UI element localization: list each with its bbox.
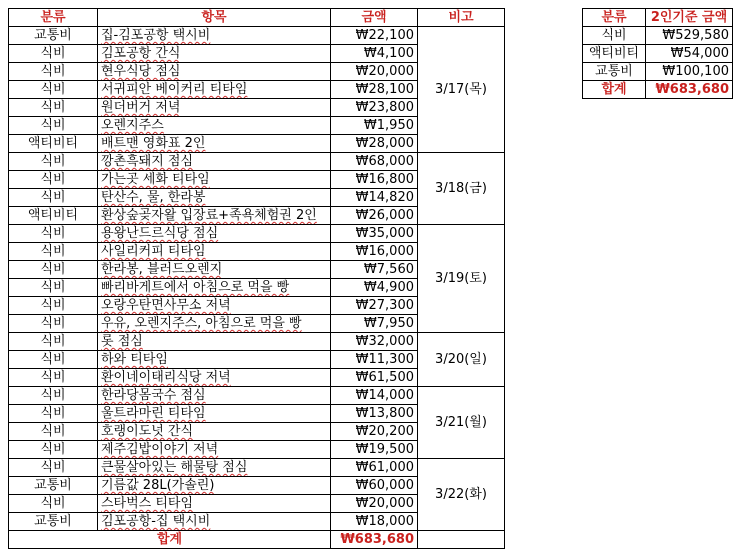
category-cell[interactable]: 식비	[9, 45, 98, 63]
item-cell[interactable]	[98, 27, 331, 45]
item-cell[interactable]	[98, 225, 331, 243]
item-text: 한라당몸국수 점심	[101, 388, 206, 403]
category-cell[interactable]: 식비	[9, 153, 98, 171]
date-note-cell[interactable]: 3/22(화)	[418, 459, 505, 531]
amount-cell[interactable]: ₩18,000	[331, 513, 418, 531]
amount-cell[interactable]: ₩16,800	[331, 171, 418, 189]
item-text: 환이네이태리식당 저녁	[101, 370, 231, 385]
item-text: 제주김밥이야기 저녁	[101, 442, 219, 457]
summary-row	[583, 45, 733, 63]
item-text: 하와 티타임	[101, 352, 168, 367]
item-cell[interactable]	[98, 99, 331, 117]
category-cell[interactable]: 액티비티	[9, 135, 98, 153]
header-category-cell[interactable]: 분류	[9, 9, 98, 27]
summary-header-category-cell[interactable]: 분류	[583, 9, 646, 27]
item-text: 원더버거 저녁	[101, 100, 181, 115]
category-cell[interactable]: 식비	[9, 261, 98, 279]
amount-cell[interactable]: ₩4,900	[331, 279, 418, 297]
item-text: 사일리커피 티타임	[101, 244, 206, 259]
date-note-cell[interactable]: 3/19(토)	[418, 225, 505, 333]
item-text: 서귀피안 베이커리 티타임	[101, 82, 248, 97]
expense-table	[8, 8, 505, 549]
summary-category-cell[interactable]: 교통비	[583, 63, 646, 81]
item-text: 오렌지주스	[101, 118, 164, 133]
amount-cell[interactable]: ₩4,100	[331, 45, 418, 63]
item-cell[interactable]	[98, 279, 331, 297]
amount-cell[interactable]: ₩20,000	[331, 495, 418, 513]
item-cell[interactable]	[98, 63, 331, 81]
table-row	[9, 225, 505, 243]
category-cell[interactable]: 식비	[9, 225, 98, 243]
item-cell[interactable]	[98, 135, 331, 153]
item-text: 우유, 오렌지주스, 아침으로 먹을 빵	[101, 316, 302, 331]
category-cell[interactable]: 식비	[9, 441, 98, 459]
amount-cell[interactable]: ₩20,200	[331, 423, 418, 441]
item-text: 스타벅스 티타임	[101, 496, 194, 511]
summary-amount-cell[interactable]: ₩54,000	[646, 45, 733, 63]
table-row	[9, 387, 505, 405]
date-note-cell[interactable]: 3/17(목)	[418, 27, 505, 153]
item-cell[interactable]	[98, 207, 331, 225]
category-cell[interactable]: 식비	[9, 333, 98, 351]
item-text: 기름값 28L(가솔린)	[101, 478, 215, 493]
summary-category-cell[interactable]: 식비	[583, 27, 646, 45]
item-text: 집-김포공항 택시비	[101, 28, 211, 43]
category-cell[interactable]: 식비	[9, 315, 98, 333]
category-cell[interactable]: 교통비	[9, 477, 98, 495]
item-text: 호랭이도넛 간식	[101, 424, 194, 439]
total-row	[9, 531, 505, 549]
category-cell[interactable]: 식비	[9, 495, 98, 513]
item-text: 용왕난드르식당 점심	[101, 226, 219, 241]
header-amount-cell[interactable]: 금액	[331, 9, 418, 27]
amount-cell[interactable]: ₩28,100	[331, 81, 418, 99]
amount-cell[interactable]: ₩16,000	[331, 243, 418, 261]
item-text: 현우식당 점심	[101, 64, 181, 79]
item-cell[interactable]	[98, 513, 331, 531]
amount-cell[interactable]: ₩13,800	[331, 405, 418, 423]
table-row	[9, 459, 505, 477]
item-text: 빠리바게트에서 아침으로 먹을 빵	[101, 280, 290, 295]
total-amount-cell[interactable]: ₩683,680	[331, 531, 418, 549]
item-text: 울트라마린 티타임	[101, 406, 206, 421]
amount-cell[interactable]: ₩23,800	[331, 99, 418, 117]
item-cell[interactable]	[98, 45, 331, 63]
amount-cell[interactable]: ₩60,000	[331, 477, 418, 495]
date-note-cell[interactable]: 3/20(일)	[418, 333, 505, 387]
category-cell[interactable]: 식비	[9, 369, 98, 387]
item-text: 오랑우탄면사무소 저녁	[101, 298, 231, 313]
item-cell[interactable]	[98, 441, 331, 459]
amount-cell[interactable]: ₩7,950	[331, 315, 418, 333]
amount-cell[interactable]: ₩20,000	[331, 63, 418, 81]
expense-rows	[9, 27, 505, 531]
total-label-cell[interactable]: 합계	[9, 531, 331, 549]
item-text: 탄산수, 물, 한라봉	[101, 190, 206, 205]
amount-cell[interactable]: ₩28,000	[331, 135, 418, 153]
category-cell[interactable]: 식비	[9, 459, 98, 477]
item-cell[interactable]	[98, 315, 331, 333]
category-cell[interactable]: 식비	[9, 279, 98, 297]
item-text: 롯 점심	[101, 334, 143, 349]
item-cell[interactable]	[98, 81, 331, 99]
item-cell[interactable]	[98, 477, 331, 495]
summary-header-amount-cell[interactable]: 2인기준 금액	[646, 9, 733, 27]
category-cell[interactable]: 식비	[9, 63, 98, 81]
summary-amount-cell[interactable]: ₩100,100	[646, 63, 733, 81]
item-cell[interactable]	[98, 297, 331, 315]
item-text: 김포공항-집 택시비	[101, 514, 211, 529]
category-cell[interactable]: 식비	[9, 99, 98, 117]
item-cell[interactable]	[98, 189, 331, 207]
summary-total-amount-cell[interactable]: ₩683,680	[646, 81, 733, 99]
item-cell[interactable]	[98, 333, 331, 351]
category-cell[interactable]: 교통비	[9, 27, 98, 45]
item-cell[interactable]	[98, 153, 331, 171]
category-cell[interactable]: 식비	[9, 81, 98, 99]
category-cell[interactable]: 식비	[9, 387, 98, 405]
header-note-cell[interactable]: 비고	[418, 9, 505, 27]
category-cell[interactable]: 교통비	[9, 513, 98, 531]
item-cell[interactable]	[98, 459, 331, 477]
item-text: 깡촌흑돼지 점심	[101, 154, 194, 169]
item-text: 한라봉, 블러드오렌지	[101, 262, 223, 277]
amount-cell[interactable]: ₩35,000	[331, 225, 418, 243]
category-cell[interactable]: 식비	[9, 297, 98, 315]
amount-cell[interactable]: ₩26,000	[331, 207, 418, 225]
amount-cell[interactable]: ₩68,000	[331, 153, 418, 171]
amount-cell[interactable]: ₩7,560	[331, 261, 418, 279]
item-cell[interactable]	[98, 387, 331, 405]
category-cell[interactable]: 식비	[9, 405, 98, 423]
date-note-cell[interactable]: 3/18(금)	[418, 153, 505, 225]
amount-cell[interactable]: ₩61,000	[331, 459, 418, 477]
summary-total-row	[583, 81, 733, 99]
amount-cell[interactable]: ₩19,500	[331, 441, 418, 459]
amount-cell[interactable]: ₩27,300	[331, 297, 418, 315]
item-cell[interactable]	[98, 495, 331, 513]
total-note-cell[interactable]	[418, 531, 505, 549]
summary-row	[583, 27, 733, 45]
item-cell[interactable]	[98, 261, 331, 279]
item-text: 김포공항 간식	[101, 46, 181, 61]
category-cell[interactable]: 식비	[9, 117, 98, 135]
header-item-cell[interactable]: 항목	[98, 9, 331, 27]
amount-cell[interactable]: ₩14,820	[331, 189, 418, 207]
amount-cell[interactable]: ₩14,000	[331, 387, 418, 405]
item-text: 환상숲곶자왈 입장료+족욕체험권 2인	[101, 208, 317, 223]
amount-cell[interactable]: ₩32,000	[331, 333, 418, 351]
category-cell[interactable]: 액티비티	[9, 207, 98, 225]
category-cell[interactable]: 식비	[9, 423, 98, 441]
summary-header-row	[583, 9, 733, 27]
item-cell[interactable]	[98, 171, 331, 189]
item-text: 배트맨 영화표 2인	[101, 136, 206, 151]
summary-total-label-cell[interactable]: 합계	[583, 81, 646, 99]
item-cell[interactable]	[98, 117, 331, 135]
item-cell[interactable]	[98, 405, 331, 423]
item-cell[interactable]	[98, 369, 331, 387]
summary-amount-cell[interactable]: ₩529,580	[646, 27, 733, 45]
category-cell[interactable]: 식비	[9, 351, 98, 369]
item-text: 가는곳 세화 티타임	[101, 172, 210, 187]
amount-cell[interactable]: ₩22,100	[331, 27, 418, 45]
item-text: 큰물살아있는 해물탕 점심	[101, 460, 248, 475]
category-cell[interactable]: 식비	[9, 243, 98, 261]
summary-table	[582, 8, 733, 99]
item-cell[interactable]	[98, 423, 331, 441]
item-cell[interactable]	[98, 243, 331, 261]
amount-cell[interactable]: ₩61,500	[331, 369, 418, 387]
header-row	[9, 9, 505, 27]
summary-category-cell[interactable]: 액티비티	[583, 45, 646, 63]
category-cell[interactable]: 식비	[9, 171, 98, 189]
category-cell[interactable]: 식비	[9, 189, 98, 207]
item-cell[interactable]	[98, 351, 331, 369]
date-note-cell[interactable]: 3/21(월)	[418, 387, 505, 459]
summary-row	[583, 63, 733, 81]
table-row	[9, 153, 505, 171]
table-row	[9, 27, 505, 45]
table-row	[9, 333, 505, 351]
amount-cell[interactable]: ₩11,300	[331, 351, 418, 369]
amount-cell[interactable]: ₩1,950	[331, 117, 418, 135]
